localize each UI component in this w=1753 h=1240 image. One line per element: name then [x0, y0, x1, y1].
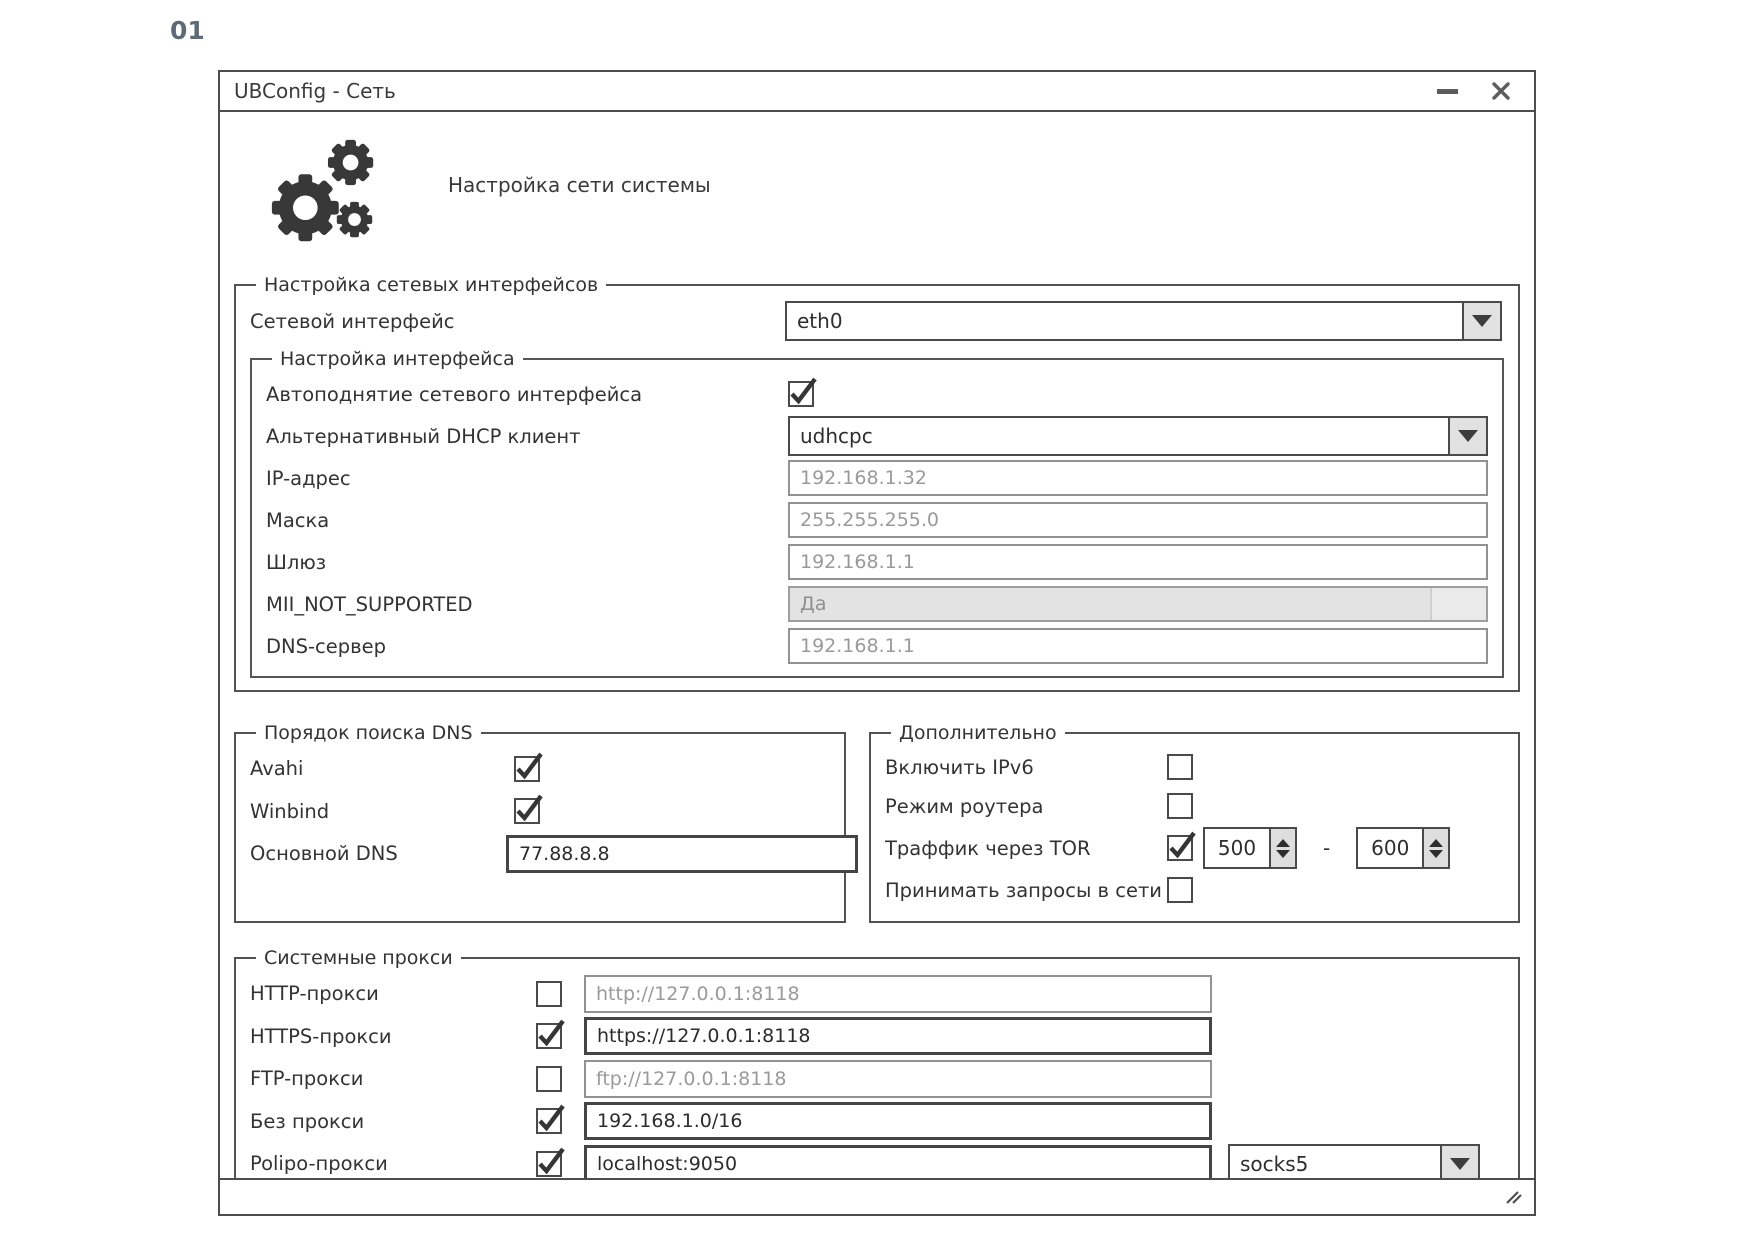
ipv6-label: Включить IPv6 [885, 755, 1034, 779]
check-icon [514, 756, 539, 781]
check-icon [514, 798, 539, 823]
resize-grip-icon[interactable] [1504, 1189, 1524, 1205]
router-mode-checkbox[interactable] [1167, 793, 1193, 819]
row-accept-requests [885, 872, 1504, 908]
gear-medium [328, 140, 373, 185]
close-icon [1490, 80, 1512, 102]
group-extra [869, 722, 1520, 923]
row-https-proxy [250, 1016, 1504, 1056]
window-controls [1434, 78, 1520, 104]
tor-port-to-value: 600 [1371, 836, 1410, 860]
chevron-down-icon [1450, 1158, 1470, 1170]
no-proxy-input[interactable] [584, 1102, 1212, 1140]
ftp-proxy-input[interactable] [584, 1060, 1212, 1098]
row-gateway [266, 542, 1488, 582]
tor-port-from-stepper[interactable] [1269, 829, 1295, 867]
check-icon [788, 381, 813, 406]
gears-icon [264, 133, 386, 253]
netmask-label: Маска [266, 508, 330, 532]
ubconfig-window [218, 70, 1536, 1216]
ip-address-input[interactable] [788, 460, 1488, 496]
interface-select-value: eth0 [797, 309, 843, 333]
row-ftp-proxy [250, 1059, 1504, 1099]
group-dns-order [234, 722, 846, 923]
gear-large [272, 174, 339, 241]
polipo-proxy-label: Polipo-прокси [250, 1152, 388, 1175]
mii-field-button-disabled [1430, 588, 1486, 620]
dns-server-label: DNS-сервер [266, 634, 386, 658]
chevron-up-icon [1276, 839, 1290, 847]
chevron-down-icon [1276, 850, 1290, 858]
group-system-proxies [234, 947, 1520, 1198]
group-interface-settings-legend: Настройка интерфейса [280, 348, 515, 370]
http-proxy-checkbox[interactable] [536, 981, 562, 1007]
interface-label: Сетевой интерфейс [250, 309, 455, 333]
https-proxy-checkbox[interactable] [536, 1023, 562, 1049]
dialog-caption: Настройка сети системы [448, 173, 711, 197]
row-primary-dns [250, 834, 830, 874]
group-interface-settings [250, 348, 1504, 678]
statusbar [220, 1178, 1534, 1214]
http-proxy-input[interactable] [584, 975, 1212, 1013]
accept-requests-label: Принимать запросы в сети [885, 878, 1162, 902]
socks-protocol-value: socks5 [1240, 1151, 1309, 1176]
row-mii [266, 584, 1488, 624]
tor-port-from-value: 500 [1217, 836, 1257, 860]
socks-protocol-select-button[interactable] [1440, 1146, 1478, 1182]
minimize-button[interactable] [1434, 78, 1460, 104]
winbind-label: Winbind [250, 799, 330, 823]
auto-up-checkbox[interactable] [788, 381, 814, 407]
ftp-proxy-checkbox[interactable] [536, 1066, 562, 1092]
gateway-label: Шлюз [266, 550, 327, 574]
check-icon [536, 1023, 561, 1048]
group-extra-legend: Дополнительно [899, 722, 1057, 744]
https-proxy-label: HTTPS-прокси [250, 1024, 392, 1048]
tor-port-to-stepper[interactable] [1422, 829, 1448, 867]
row-no-proxy [250, 1101, 1504, 1141]
row-http-proxy [250, 974, 1504, 1014]
dhcp-client-select-value: udhcpc [800, 424, 873, 448]
figure-label: 01 [170, 16, 205, 45]
row-auto-up [266, 374, 1488, 414]
winbind-checkbox[interactable] [514, 798, 540, 824]
row-ipv6 [885, 749, 1504, 785]
avahi-checkbox[interactable] [514, 756, 540, 782]
http-proxy-label: HTTP-прокси [250, 982, 379, 1005]
tor-traffic-checkbox[interactable] [1167, 835, 1193, 861]
port-range-separator: - [1323, 836, 1331, 860]
chevron-down-icon [1458, 430, 1478, 442]
primary-dns-input[interactable] [506, 835, 858, 873]
group-network-interfaces-legend: Настройка сетевых интерфейсов [264, 274, 599, 296]
close-button[interactable] [1488, 78, 1514, 104]
interface-select[interactable] [785, 301, 1502, 341]
row-router-mode [885, 788, 1504, 824]
check-icon [1167, 835, 1192, 860]
netmask-input[interactable] [788, 502, 1488, 538]
titlebar[interactable] [220, 72, 1534, 112]
group-dns-order-legend: Порядок поиска DNS [264, 722, 473, 744]
avahi-label: Avahi [250, 757, 304, 780]
gateway-input[interactable] [788, 544, 1488, 580]
check-icon [536, 1151, 561, 1176]
ftp-proxy-label: FTP-прокси [250, 1067, 364, 1090]
window-title: UBConfig - Сеть [234, 79, 396, 103]
group-system-proxies-legend: Системные прокси [264, 947, 453, 969]
accept-requests-checkbox[interactable] [1167, 877, 1193, 903]
primary-dns-label: Основной DNS [250, 842, 398, 865]
ipv6-checkbox[interactable] [1167, 754, 1193, 780]
no-proxy-label: Без прокси [250, 1109, 365, 1133]
mii-label: MII_NOT_SUPPORTED [266, 592, 473, 616]
row-ip-address [266, 458, 1488, 498]
mii-field-disabled [788, 586, 1488, 622]
ip-address-label: IP-адрес [266, 466, 351, 490]
gear-small [337, 202, 372, 237]
dialog-header [220, 112, 1534, 274]
check-icon [536, 1108, 561, 1133]
dhcp-client-label: Альтернативный DHCP клиент [266, 424, 581, 448]
tor-traffic-label: Траффик через TOR [885, 836, 1091, 860]
dhcp-client-select-button[interactable] [1448, 418, 1486, 454]
polipo-proxy-input[interactable] [584, 1145, 1212, 1183]
row-dhcp-client [266, 416, 1488, 456]
polipo-proxy-checkbox[interactable] [536, 1151, 562, 1177]
chevron-up-icon [1429, 839, 1443, 847]
row-winbind [250, 791, 830, 831]
chevron-down-icon [1429, 850, 1443, 858]
minimize-icon [1437, 89, 1458, 94]
no-proxy-checkbox[interactable] [536, 1108, 562, 1134]
chevron-down-icon [1472, 315, 1492, 327]
dhcp-client-select[interactable] [788, 416, 1488, 456]
row-dns-server [266, 626, 1488, 666]
row-netmask [266, 500, 1488, 540]
row-avahi [250, 749, 830, 789]
https-proxy-input[interactable] [584, 1017, 1212, 1055]
group-network-interfaces [234, 274, 1520, 692]
tor-port-to-spinner[interactable] [1356, 827, 1450, 869]
tor-port-from-spinner[interactable] [1203, 827, 1297, 869]
dns-server-input[interactable] [788, 628, 1488, 664]
interface-select-button[interactable] [1462, 303, 1500, 339]
auto-up-label: Автоподнятие сетевого интерфейса [266, 382, 643, 406]
router-mode-label: Режим роутера [885, 794, 1044, 818]
mii-field-value: Да [800, 593, 827, 615]
row-tor-traffic [885, 827, 1504, 869]
